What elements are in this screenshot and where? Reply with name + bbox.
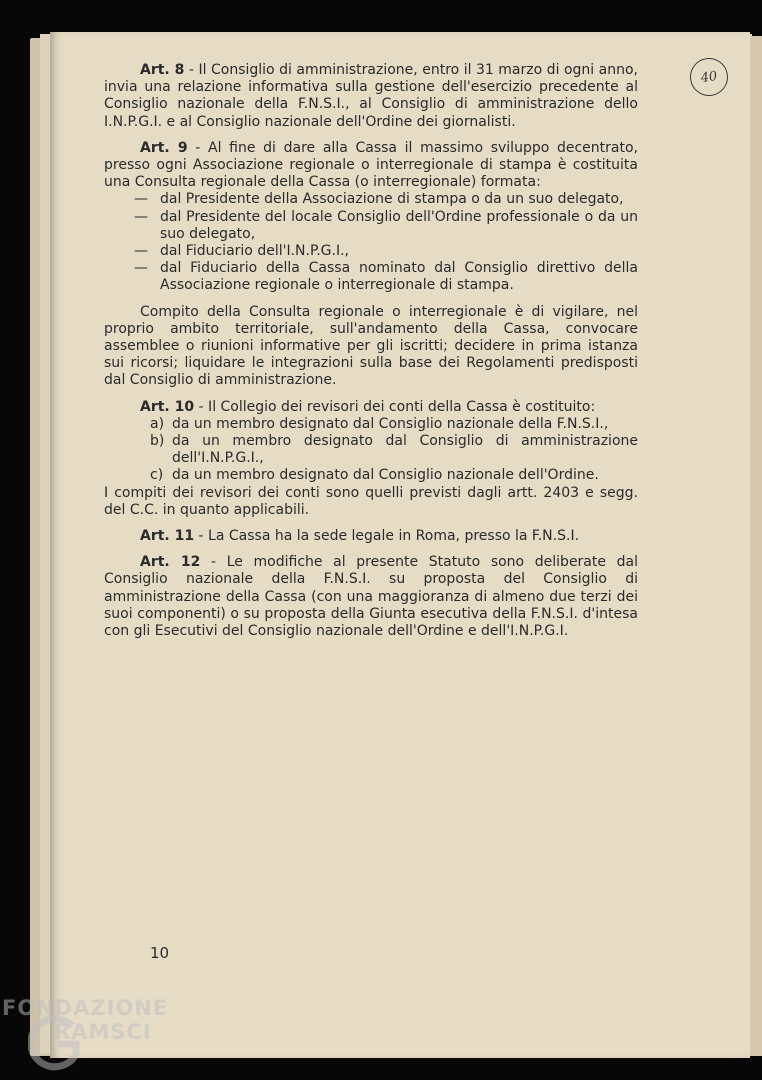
consulta-members-list: [104, 191, 638, 294]
article-8-text: - Il Consiglio di amministrazione, entro il 31 marzo di ogni anno, invia una relazione informativa sulla gestione dell'esercizio precedente al Consiglio nazionale della F.N.S.I., al Consiglio di amministrazione dello I.N.P.G.I. e al Consiglio nazionale dell'Ordine dei giornalisti.: [104, 62, 639, 130]
article-9: [104, 140, 638, 192]
article-10-closing: I compiti dei revisori dei conti sono quelli previsti dagli artt. 2403 e segg. del C.C. in quanto applicabili.: [104, 484, 638, 518]
watermark-line-2: RAMSCI: [54, 1020, 152, 1044]
dash-icon: —: [134, 208, 148, 225]
statute-text: [104, 62, 638, 649]
watermark-line-1: FONDAZIONE: [2, 996, 169, 1020]
fondazione-gramsci-watermark: [2, 996, 192, 1080]
article-12-label: Art. 12: [140, 554, 201, 571]
article-11-label: Art. 11: [140, 528, 195, 545]
article-9-text: - Al fine di dare alla Cassa il massimo sviluppo decentrato, presso ogni Associazione regionale o interregionale di stampa è costituita una Consulta regionale della Cassa (o interregionale) formata:: [104, 139, 638, 191]
article-9-paragraph-2: Compito della Consulta regionale o interregionale è di vigilare, nel proprio ambito territoriale, sull'andamento della Cassa, convocare assemblee o riunioni informative per gli iscritti; decidere in prima istanza sui ricorsi; liquidare le integrazioni sulla base dei Regolamenti predisposti dal Consiglio di amministrazione.: [104, 303, 638, 389]
article-12-text: - Le modifiche al presente Statuto sono deliberate dal Consiglio nazionale della F.N.S.I. su proposta del Consiglio di amministrazione della Cassa (con una maggioranza di almeno due terzi dei suoi componenti) o su proposta della Giunta esecutiva della F.N.S.I. d'intesa con gli Esecutivi del Consiglio nazionale dell'Ordine e dell'I.N.P.G.I.: [104, 554, 639, 640]
article-8: [104, 62, 638, 131]
article-10-label: Art. 10: [140, 398, 195, 415]
list-item: c) da un membro designato dal Consiglio nazionale dell'Ordine.: [150, 467, 599, 484]
list-item: b) da un membro designato dal Consiglio di amministrazione dell'I.N.P.G.I.,: [150, 433, 638, 467]
article-11: [104, 528, 638, 545]
page-number: 10: [150, 944, 170, 962]
article-8-label: Art. 8: [140, 62, 185, 78]
article-10-text: - Il Collegio dei revisori dei conti della Cassa è costituito:: [194, 398, 596, 415]
archive-page-stamp: 40: [688, 56, 731, 99]
article-12: [104, 554, 638, 640]
list-item: — dal Presidente della Associazione di stampa o da un suo delegato,: [134, 191, 624, 208]
list-item: a) da un membro designato dal Consiglio nazionale della F.N.S.I.,: [150, 415, 609, 432]
list-item: — dal Fiduciario dell'I.N.P.G.I.,: [134, 243, 349, 260]
list-item: — dal Presidente del locale Consiglio dell'Ordine professionale o da un suo delegato,: [134, 208, 638, 242]
dash-icon: —: [134, 260, 148, 277]
dash-icon: —: [134, 191, 148, 208]
list-item: — dal Fiduciario della Cassa nominato dal Consiglio direttivo della Associazione regionale o interregionale di stampa.: [134, 260, 638, 294]
article-10: [104, 399, 638, 416]
dash-icon: —: [134, 243, 148, 260]
revisori-list: [104, 416, 638, 485]
article-11-text: - La Cassa ha la sede legale in Roma, presso la F.N.S.I.: [194, 528, 580, 545]
article-9-label: Art. 9: [140, 139, 188, 156]
